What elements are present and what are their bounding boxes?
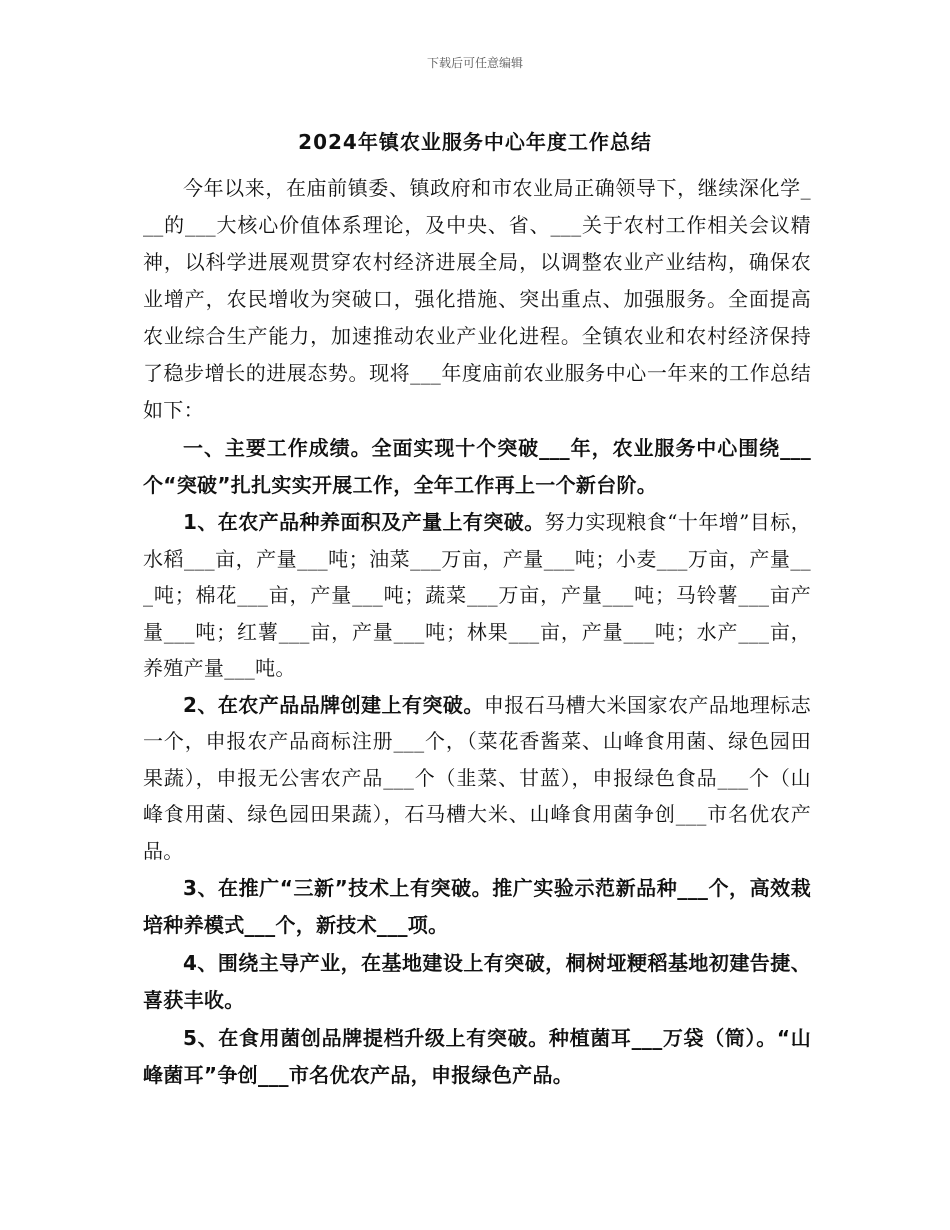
item-3-paragraph: 3、在推广“三新”技术上有突破。推广实验示范新品种___个，高效栽培种养模式___个，新技术___项。 bbox=[143, 876, 811, 937]
item-1-text: 努力实现粮食“十年增”目标，水稻___亩，产量___吨；油菜___万亩，产量___吨；小麦___万亩，产量___吨；棉花___亩，产量___吨；蔬菜___万亩，产量___吨；马铃薯___亩产量___吨；红薯___亩，产量___吨；林果___亩，产量___吨；水产___亩，养殖产量___吨。 bbox=[143, 510, 811, 680]
document-title: 2024年镇农业服务中心年度工作总结 bbox=[298, 130, 652, 154]
item-1-lead: 1、在农产品种养面积及产量上有突破。 bbox=[183, 510, 545, 534]
item-5-paragraph: 5、在食用菌创品牌提档升级上有突破。种植菌耳___万袋（筒）。“山峰菌耳”争创___市名优农产品，申报绿色产品。 bbox=[143, 1026, 811, 1087]
header-note: 下载后可任意编辑 bbox=[426, 56, 523, 70]
intro-paragraph: 今年以来，在庙前镇委、镇政府和市农业局正确领导下，继续深化学___的___大核心价值体系理论，及中央、省、___关于农村工作相关会议精神，以科学进展观贯穿农村经济进展全局，以调整农业产业结构，确保农业增产，农民增收为突破口，强化措施、突出重点、加强服务。全面提高农业综合生产能力，加速推动农业产业化进程。全镇农业和农村经济保持了稳步增长的进展态势。现将___年度庙前农业服务中心一年来的工作总结如下： bbox=[143, 176, 811, 422]
item-2-paragraph bbox=[143, 687, 811, 870]
item-2-text: 申报石马槽大米国家农产品地理标志一个，申报农产品商标注册___个，（菜花香酱菜、山峰食用菌、绿色园田果蔬），申报无公害农产品___个（韭菜、甘蓝），申报绿色食品___个（山峰食用菌、绿色园田果蔬），石马槽大米、山峰食用菌争创___市名优农产品。 bbox=[143, 692, 811, 863]
item-2-lead: 2、在农产品品牌创建上有突破。 bbox=[183, 692, 484, 717]
item-1-paragraph bbox=[143, 504, 811, 687]
item-4-paragraph: 4、围绕主导产业，在基地建设上有突破，桐树垭粳稻基地初建告捷、喜获丰收。 bbox=[143, 951, 811, 1012]
document-body bbox=[143, 170, 811, 1094]
section-1-paragraph: 一、主要工作成绩。全面实现十个突破___年，农业服务中心围绕___个“突破”扎扎实实开展工作，全年工作再上一个新台阶。 bbox=[143, 436, 811, 497]
